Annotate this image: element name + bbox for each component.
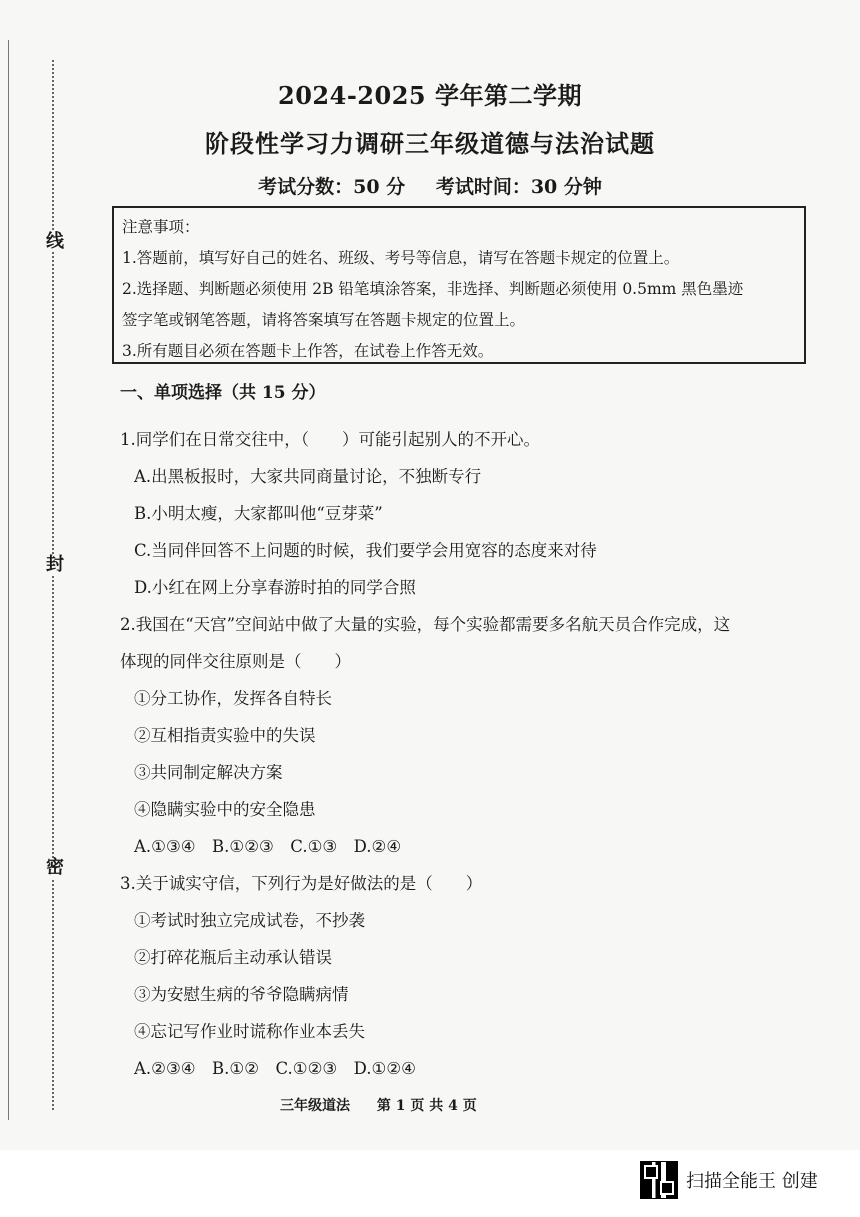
watermark-text: 扫描全能王 创建 — [686, 1171, 818, 1192]
notice-heading: 注意事项： — [122, 218, 200, 236]
question-2-stem: 2.我国在“天宫”空间站中做了大量的实验，每个实验都需要多名航天员合作完成，这 — [120, 615, 731, 634]
page-footer — [280, 1095, 499, 1115]
question-3-statement-4: ④忘记写作业时谎称作业本丢失 — [134, 1022, 365, 1041]
exam-title-line1: 2024-2025 学年第二学期 — [278, 81, 582, 110]
footer-page-number: 第 1 页 共 4 页 — [376, 1098, 477, 1114]
question-2-stem-cont: 体现的同伴交往原则是（ ） — [120, 652, 351, 671]
exam-meta — [0, 172, 860, 199]
notice-box — [112, 206, 806, 364]
binding-mark-mi: 密 — [46, 857, 64, 878]
scanner-watermark — [640, 1160, 840, 1200]
question-3-statement-1: ①考试时独立完成试卷，不抄袭 — [134, 911, 365, 930]
notice-item: 2.选择题、判断题必须使用 2B 铅笔填涂答案，非选择、判断题必须使用 0.5mm 黑色墨迹 — [122, 280, 744, 298]
exam-score: 考试分数：50 分 — [258, 176, 406, 198]
question-3-stem: 3.关于诚实守信，下列行为是好做法的是（ ） — [120, 874, 483, 893]
question-2-statement-3: ③共同制定解决方案 — [134, 763, 283, 782]
exam-title-line2: 阶段性学习力调研三年级道德与法治试题 — [205, 129, 655, 158]
question-1-option-d: D.小红在网上分享春游时拍的同学合照 — [134, 578, 416, 597]
question-3-statement-2: ②打碎花瓶后主动承认错误 — [134, 948, 332, 967]
exam-time: 考试时间：30 分钟 — [435, 176, 602, 198]
question-2-statement-1: ①分工协作，发挥各自特长 — [134, 689, 332, 708]
notice-item: 签字笔或钢笔答题，请将答案填写在答题卡规定的位置上。 — [122, 311, 526, 329]
binding-mark-feng: 封 — [46, 554, 64, 575]
binding-dotted-line — [52, 60, 54, 1110]
section-title: 一、单项选择（共 15 分） — [120, 383, 326, 403]
binding-mark-xian: 线 — [46, 231, 64, 252]
question-1-option-b: B.小明太瘦，大家都叫他“豆芽菜” — [134, 504, 383, 523]
notice-item: 3.所有题目必须在答题卡上作答，在试卷上作答无效。 — [122, 342, 494, 360]
question-2-statement-4: ④隐瞒实验中的安全隐患 — [134, 800, 316, 819]
question-1-option-a: A.出黑板报时，大家共同商量讨论，不独断专行 — [134, 467, 482, 486]
qr-code-icon — [640, 1161, 678, 1199]
page-edge-line — [8, 40, 9, 1120]
question-2-statement-2: ②互相指责实验中的失误 — [134, 726, 316, 745]
question-1-stem: 1.同学们在日常交往中，（ ）可能引起别人的不开心。 — [120, 430, 540, 449]
question-3-statement-3: ③为安慰生病的爷爷隐瞒病情 — [134, 985, 349, 1004]
question-1-option-c: C.当同伴回答不上问题的时候，我们要学会用宽容的态度来对待 — [134, 541, 597, 560]
notice-item: 1.答题前，填写好自己的姓名、班级、考号等信息，请写在答题卡规定的位置上。 — [122, 249, 680, 267]
footer-subject: 三年级道法 — [280, 1098, 350, 1114]
question-3-choices: A.②③④ B.①② C.①②③ D.①②④ — [134, 1059, 416, 1078]
question-2-choices: A.①③④ B.①②③ C.①③ D.②④ — [134, 837, 402, 856]
